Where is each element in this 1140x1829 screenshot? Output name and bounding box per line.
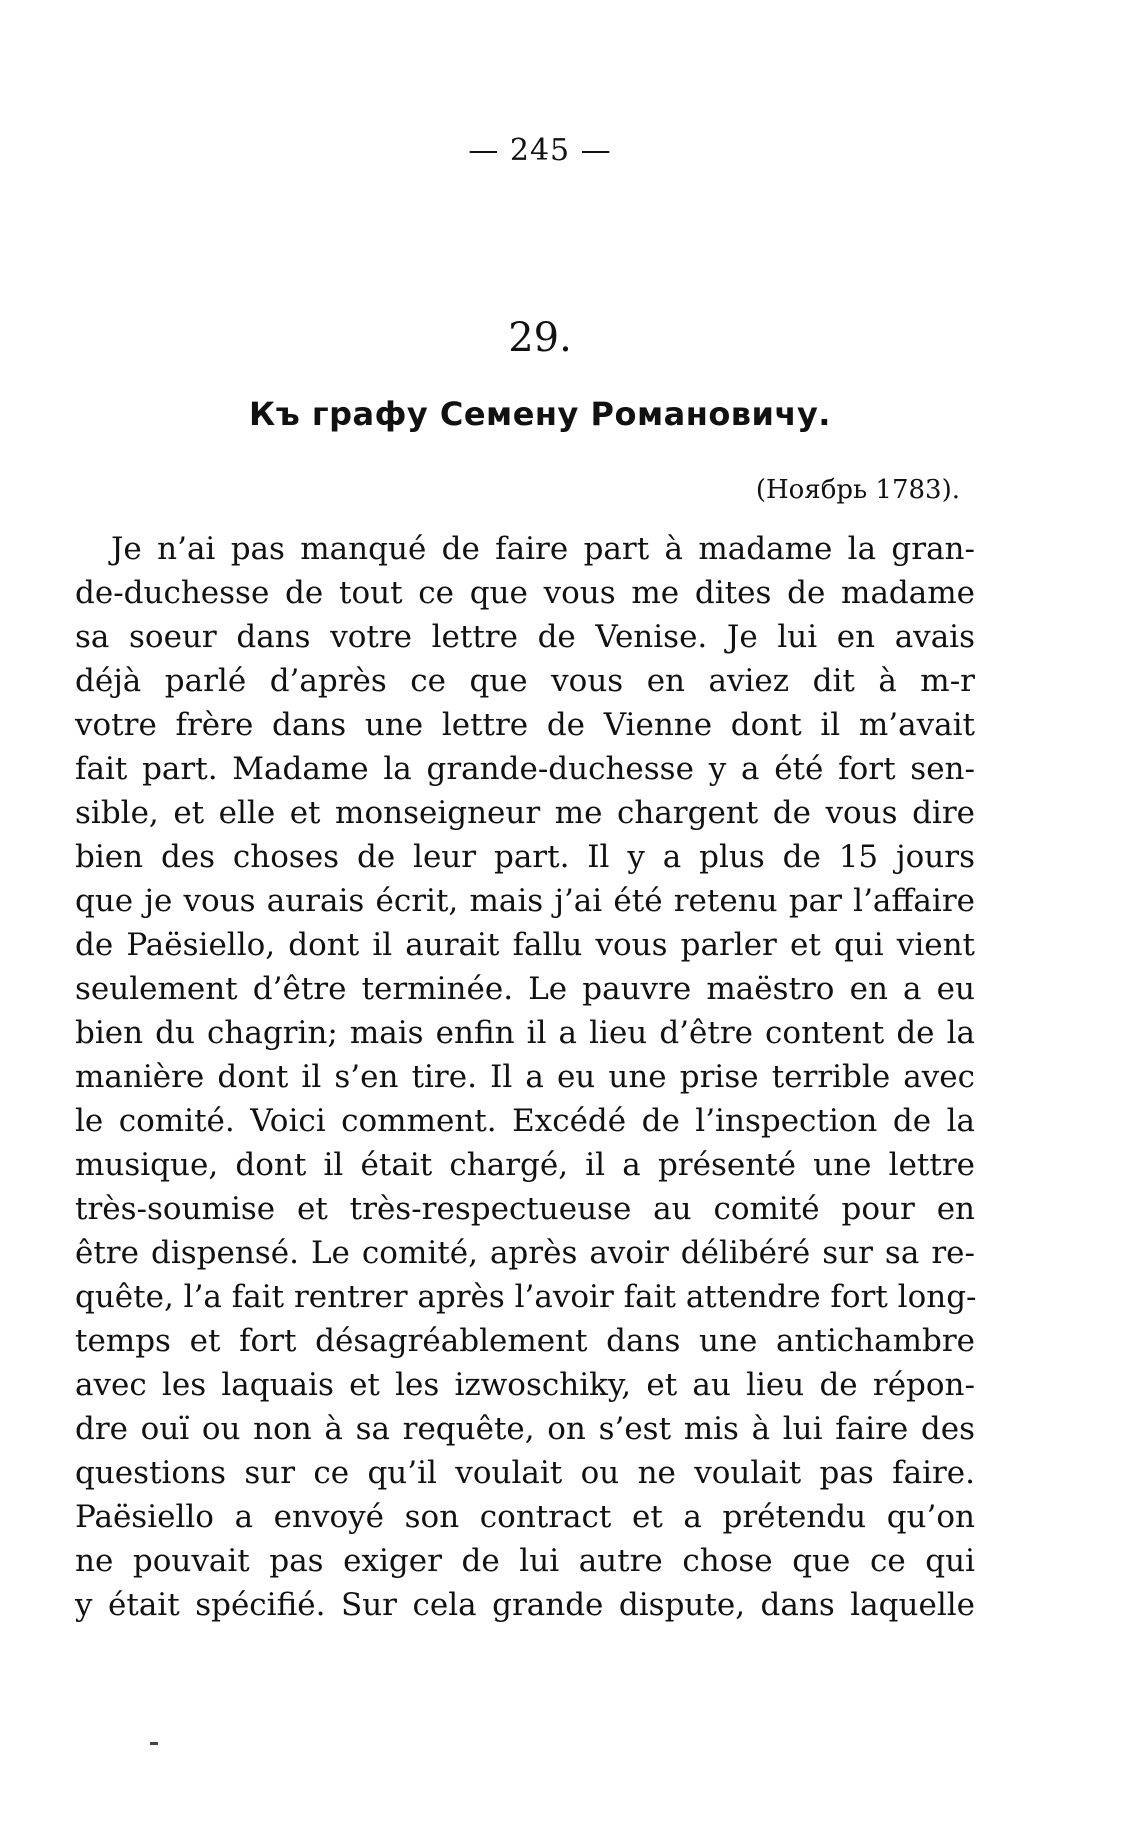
text-line: le comité. Voici comment. Excédé de l’inspection de la (75, 1103, 975, 1139)
letter-body (75, 527, 975, 1627)
letter-date: (Ноябрь 1783). (755, 475, 960, 505)
text-line: de-duchesse de tout ce que vous me dites de madame (75, 575, 975, 611)
text-line: être dispensé. Le comité, après avoir délibéré sur sa re- (75, 1235, 975, 1271)
text-line: sible, et elle et monseigneur me chargent de vous dire (75, 795, 975, 831)
text-line: quête, l’a fait rentrer après l’avoir fait attendre fort long- (75, 1279, 977, 1315)
text-line: manière dont il s’en tire. Il a eu une prise terrible avec (75, 1059, 975, 1095)
text-line: questions sur ce qu’il voulait ou ne voulait pas faire. (75, 1455, 975, 1491)
text-line: bien du chagrin; mais enfin il a lieu d’être content de la (75, 1015, 975, 1051)
text-line: Je n’ai pas manqué de faire part à madame la gran- (111, 531, 975, 567)
text-line: de Paësiello, dont il aurait fallu vous parler et qui vient (75, 927, 975, 963)
text-line: Paësiello a envoyé son contract et a prétendu qu’on (75, 1499, 975, 1535)
text-line: déjà parlé d’après ce que vous en aviez dit à m-r (75, 663, 975, 699)
text-line: ne pouvait pas exiger de lui autre chose que ce qui (75, 1543, 975, 1579)
text-line: sa soeur dans votre lettre de Venise. Je lui en avais (75, 619, 975, 655)
text-line: temps et fort désagréablement dans une antichambre (75, 1323, 975, 1359)
letter-title: Къ графу Семену Романовичу. (249, 395, 831, 433)
text-line: bien des choses de leur part. Il y a plus de 15 jours (75, 839, 975, 875)
text-line: très-soumise et très-respectueuse au comité pour en (75, 1191, 975, 1227)
text-line: seulement d’être terminée. Le pauvre maëstro en a eu (75, 971, 975, 1007)
text-line: que je vous aurais écrit, mais j’ai été retenu par l’affaire (75, 883, 975, 919)
text-line: y était spécifié. Sur cela grande dispute, dans laquelle (75, 1587, 975, 1623)
text-line: votre frère dans une lettre de Vienne dont il m’avait (75, 707, 975, 743)
letter-number: 29. (508, 315, 572, 361)
text-line: avec les laquais et les izwoschiky, et au lieu de répon- (75, 1367, 975, 1403)
page-number: — 245 — (468, 133, 612, 168)
text-line: fait part. Madame la grande-duchesse y a été fort sen- (75, 751, 975, 787)
text-line: dre ouï ou non à sa requête, on s’est mis à lui faire des (75, 1411, 975, 1447)
text-line: musique, dont il était chargé, il a présenté une lettre (75, 1147, 975, 1183)
print-speck (150, 1742, 158, 1745)
